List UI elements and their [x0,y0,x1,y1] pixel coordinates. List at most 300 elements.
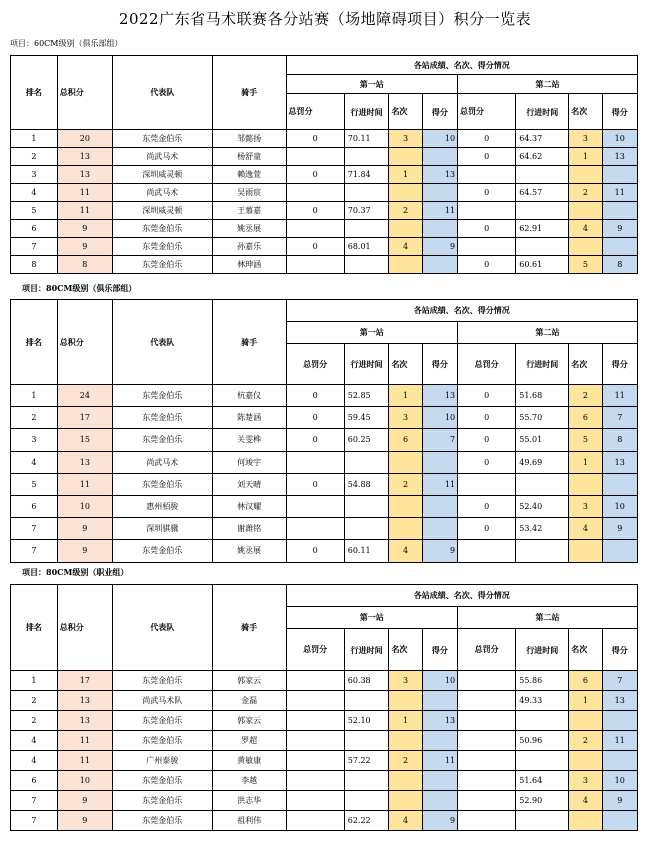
cell-s1-place [389,451,422,473]
cell-rank: 6 [11,220,58,238]
cell-rider: 郭家云 [212,711,286,731]
cell-s1-time: 54.88 [344,473,389,495]
header-place: 名次 [389,629,422,671]
cell-s2-place: 2 [569,731,602,751]
table-row [11,407,638,429]
cell-team: 东莞金伯乐 [112,711,212,731]
header-time: 行进时间 [344,94,389,130]
cell-s2-time: 60.61 [516,256,569,274]
cell-rider: 谢潍铭 [212,518,286,540]
cell-s1-time [344,256,389,274]
cell-team: 东莞金伯乐 [112,385,212,407]
cell-s2-place [569,238,602,256]
cell-s1-penalty: 0 [286,202,344,220]
cell-total: 10 [57,771,112,791]
cell-s1-place: 2 [389,751,422,771]
header-score: 得分 [422,344,457,385]
cell-rank: 4 [11,451,58,473]
cell-s2-place: 3 [569,495,602,517]
cell-s1-penalty [286,184,344,202]
cell-s1-place [389,691,422,711]
cell-s2-score: 8 [602,256,637,274]
cell-s1-place: 2 [389,202,422,220]
cell-total: 20 [57,130,112,148]
cell-s1-time: 70.11 [344,130,389,148]
cell-rider: 李越 [212,771,286,791]
cell-s2-time [516,166,569,184]
table-row [11,791,638,811]
header-time: 行进时间 [516,629,569,671]
cell-s2-penalty [458,671,516,691]
header-total: 总积分 [57,585,112,671]
header-stage2: 第二站 [458,75,638,94]
cell-rank: 7 [11,238,58,256]
cell-team: 深圳威灵顿 [112,166,212,184]
cell-rider: 姚丞展 [212,540,286,562]
cell-s1-penalty [286,518,344,540]
cell-s2-time [516,238,569,256]
header-penalty: 总罚分 [286,629,344,671]
cell-rider: 孙嘉乐 [212,238,286,256]
cell-team: 东莞金伯乐 [112,671,212,691]
cell-rider: 刘天晴 [212,473,286,495]
cell-s2-score [602,473,637,495]
header-penalty: 总罚分 [286,344,344,385]
cell-s2-time: 64.62 [516,148,569,166]
cell-s1-penalty: 0 [286,540,344,562]
cell-s1-score: 7 [422,429,457,451]
cell-team: 东莞金伯乐 [112,731,212,751]
cell-team: 东莞金伯乐 [112,407,212,429]
cell-rider: 赖逸萱 [212,166,286,184]
cell-rank: 4 [11,751,58,771]
cell-s2-time [516,751,569,771]
cell-s1-time [344,220,389,238]
cell-s2-time: 51.64 [516,771,569,791]
cell-s1-penalty [286,791,344,811]
cell-s1-place: 1 [389,166,422,184]
cell-s2-penalty: 0 [458,407,516,429]
cell-s1-penalty: 0 [286,385,344,407]
cell-s2-score: 8 [602,429,637,451]
cell-rider: 王慕嘉 [212,202,286,220]
cell-s2-score: 11 [602,731,637,751]
cell-s2-penalty [458,731,516,751]
table-row [11,184,638,202]
cell-total: 13 [57,711,112,731]
header-time: 行进时间 [516,94,569,130]
cell-team: 东莞金伯乐 [112,791,212,811]
header-penalty: 总罚分 [458,629,516,671]
cell-s2-place [569,473,602,495]
cell-s2-time [516,202,569,220]
cell-s1-time [344,771,389,791]
results-table [10,299,638,563]
cell-total: 15 [57,429,112,451]
cell-s1-place: 3 [389,407,422,429]
header-total: 总积分 [57,56,112,130]
cell-s1-time: 68.01 [344,238,389,256]
cell-rider: 陈楚涵 [212,407,286,429]
cell-s2-penalty [458,202,516,220]
cell-total: 9 [57,540,112,562]
cell-s2-place [569,751,602,771]
cell-s2-score [602,166,637,184]
cell-s1-time [344,518,389,540]
cell-rider: 关雯桦 [212,429,286,451]
header-rider: 骑手 [212,56,286,130]
cell-rank: 6 [11,771,58,791]
table-row [11,495,638,517]
table-row [11,473,638,495]
header-penalty: 总罚分 [286,94,344,130]
cell-s1-penalty [286,148,344,166]
cell-s2-penalty: 0 [458,451,516,473]
cell-s1-penalty [286,451,344,473]
cell-s2-penalty: 0 [458,220,516,238]
cell-team: 东莞金伯乐 [112,473,212,495]
cell-total: 9 [57,811,112,831]
cell-rank: 4 [11,184,58,202]
cell-s2-time: 52.90 [516,791,569,811]
table-row [11,731,638,751]
cell-s2-place: 1 [569,148,602,166]
cell-s1-penalty [286,220,344,238]
cell-s2-place: 5 [569,256,602,274]
header-team: 代表队 [112,585,212,671]
cell-s1-score: 10 [422,407,457,429]
header-place: 名次 [389,94,422,130]
cell-rider: 金磊 [212,691,286,711]
header-summary: 各站成绩、名次、得分情况 [286,300,637,322]
results-table [10,584,638,831]
cell-s1-time: 52.10 [344,711,389,731]
cell-s1-time: 60.38 [344,671,389,691]
table-row [11,711,638,731]
cell-s1-place [389,495,422,517]
cell-s1-place [389,184,422,202]
cell-rank: 8 [11,256,58,274]
cell-rider: 何竣宇 [212,451,286,473]
cell-total: 11 [57,473,112,495]
header-place: 名次 [569,344,602,385]
table-row [11,385,638,407]
cell-s2-penalty [458,791,516,811]
cell-s1-score: 13 [422,166,457,184]
header-rider: 骑手 [212,585,286,671]
cell-total: 17 [57,407,112,429]
cell-s2-penalty [458,711,516,731]
cell-team: 东莞金伯乐 [112,811,212,831]
header-time: 行进时间 [344,344,389,385]
cell-s1-score: 10 [422,671,457,691]
cell-s2-time: 49.69 [516,451,569,473]
cell-s2-place: 4 [569,220,602,238]
cell-s1-place [389,771,422,791]
cell-rank: 6 [11,495,58,517]
cell-s1-penalty [286,711,344,731]
header-total: 总积分 [57,300,112,385]
cell-total: 13 [57,166,112,184]
cell-s1-penalty [286,256,344,274]
table-row [11,751,638,771]
cell-s1-place: 6 [389,429,422,451]
cell-rider: 杨舒童 [212,148,286,166]
section-label: 项目：80CM级别（职业组） [22,567,129,577]
cell-s1-score: 9 [422,811,457,831]
cell-team: 东莞金伯乐 [112,130,212,148]
cell-rank: 4 [11,731,58,751]
section-label: 项目：80CM级别（俱乐部组） [22,283,137,293]
cell-team: 东莞金伯乐 [112,540,212,562]
cell-s2-penalty: 0 [458,429,516,451]
cell-s1-time: 57.22 [344,751,389,771]
cell-team: 尚武马术 [112,184,212,202]
cell-s1-place: 4 [389,540,422,562]
cell-s1-place [389,791,422,811]
header-place: 名次 [389,344,422,385]
cell-s2-score [602,711,637,731]
cell-s1-place [389,220,422,238]
table-row [11,238,638,256]
cell-total: 13 [57,451,112,473]
cell-rank: 3 [11,429,58,451]
cell-s2-penalty: 0 [458,518,516,540]
cell-s2-place: 3 [569,130,602,148]
cell-s1-penalty: 0 [286,407,344,429]
cell-s2-place [569,711,602,731]
cell-s2-time [516,811,569,831]
cell-s2-score: 10 [602,495,637,517]
cell-team: 深圳骐骥 [112,518,212,540]
cell-s1-time [344,495,389,517]
table-row [11,166,638,184]
cell-rider: 姚丞展 [212,220,286,238]
cell-rank: 7 [11,791,58,811]
cell-s2-place [569,811,602,831]
cell-s1-score [422,451,457,473]
cell-s1-score [422,220,457,238]
cell-s2-score: 9 [602,220,637,238]
cell-s2-score [602,751,637,771]
cell-s1-place: 3 [389,130,422,148]
cell-s1-time: 59.45 [344,407,389,429]
cell-s1-time [344,184,389,202]
cell-team: 尚武马术 [112,148,212,166]
cell-rider: 林珅涵 [212,256,286,274]
cell-s1-time: 62.22 [344,811,389,831]
cell-s2-place: 4 [569,791,602,811]
cell-s1-place [389,518,422,540]
cell-s2-place: 6 [569,671,602,691]
cell-s1-place [389,731,422,751]
header-summary: 各站成绩、名次、得分情况 [286,56,637,75]
cell-team: 尚武马术队 [112,691,212,711]
cell-s2-penalty: 0 [458,385,516,407]
cell-rank: 5 [11,473,58,495]
cell-s1-penalty: 0 [286,473,344,495]
cell-s1-score: 9 [422,238,457,256]
cell-s2-place: 6 [569,407,602,429]
cell-s2-time: 52.40 [516,495,569,517]
cell-s1-penalty: 0 [286,429,344,451]
cell-s1-score: 11 [422,473,457,495]
cell-s2-score: 11 [602,184,637,202]
cell-s2-penalty: 0 [458,148,516,166]
cell-s1-penalty [286,731,344,751]
cell-total: 10 [57,495,112,517]
cell-s1-place [389,256,422,274]
header-stage2: 第二站 [458,607,638,629]
table-row [11,671,638,691]
cell-s1-penalty [286,751,344,771]
cell-s1-score: 11 [422,751,457,771]
cell-total: 11 [57,751,112,771]
header-score: 得分 [602,94,637,130]
header-stage1: 第一站 [286,607,458,629]
cell-s1-score [422,791,457,811]
cell-s1-place: 4 [389,238,422,256]
cell-s2-time: 64.37 [516,130,569,148]
cell-rider: 罗超 [212,731,286,751]
cell-s1-penalty: 0 [286,130,344,148]
cell-rank: 2 [11,711,58,731]
cell-s1-score: 10 [422,130,457,148]
cell-rank: 2 [11,148,58,166]
cell-s1-score [422,691,457,711]
cell-s1-penalty: 0 [286,166,344,184]
cell-s2-place [569,540,602,562]
cell-rank: 3 [11,166,58,184]
cell-total: 11 [57,731,112,751]
cell-rank: 5 [11,202,58,220]
cell-s2-time: 51.68 [516,385,569,407]
cell-team: 尚武马术 [112,451,212,473]
table-row [11,429,638,451]
cell-rider: 祖利伟 [212,811,286,831]
cell-s2-penalty: 0 [458,495,516,517]
cell-s1-penalty [286,691,344,711]
cell-rank: 2 [11,407,58,429]
header-time: 行进时间 [344,629,389,671]
header-place: 名次 [569,629,602,671]
table-row [11,256,638,274]
cell-s2-score: 10 [602,130,637,148]
table-row [11,691,638,711]
cell-team: 广州泰骏 [112,751,212,771]
cell-total: 11 [57,184,112,202]
cell-rank: 1 [11,671,58,691]
cell-s1-time [344,791,389,811]
cell-s2-time: 62.91 [516,220,569,238]
cell-rank: 1 [11,385,58,407]
cell-rank: 2 [11,691,58,711]
cell-s1-score [422,184,457,202]
cell-s1-time [344,691,389,711]
cell-s2-penalty: 0 [458,256,516,274]
cell-total: 9 [57,518,112,540]
cell-s1-place: 2 [389,473,422,495]
cell-team: 惠州栢骏 [112,495,212,517]
header-penalty: 总罚分 [458,94,516,130]
table-row [11,148,638,166]
cell-total: 9 [57,220,112,238]
cell-s2-place [569,166,602,184]
cell-team: 东莞金伯乐 [112,771,212,791]
cell-s2-score: 7 [602,407,637,429]
table-row [11,811,638,831]
cell-rank: 7 [11,811,58,831]
cell-s1-time: 71.84 [344,166,389,184]
cell-s2-penalty: 0 [458,130,516,148]
cell-rider: 邹懿扬 [212,130,286,148]
cell-s2-place: 1 [569,451,602,473]
table-row [11,202,638,220]
cell-s1-place: 4 [389,811,422,831]
cell-s1-place: 1 [389,385,422,407]
cell-team: 深圳威灵顿 [112,202,212,220]
cell-s1-score [422,771,457,791]
cell-s2-place: 3 [569,771,602,791]
cell-total: 8 [57,256,112,274]
cell-s1-score [422,495,457,517]
header-score: 得分 [422,94,457,130]
cell-s1-penalty [286,771,344,791]
cell-s1-score [422,731,457,751]
header-stage1: 第一站 [286,322,458,344]
header-rank: 排名 [11,585,58,671]
cell-s2-place: 5 [569,429,602,451]
cell-s2-time [516,473,569,495]
header-score: 得分 [602,344,637,385]
cell-s2-time: 55.01 [516,429,569,451]
cell-s2-penalty [458,691,516,711]
cell-s2-penalty [458,473,516,495]
cell-s2-penalty [458,540,516,562]
cell-s2-penalty: 0 [458,184,516,202]
cell-s2-score: 9 [602,791,637,811]
cell-s1-time [344,731,389,751]
cell-total: 13 [57,148,112,166]
cell-s2-penalty [458,771,516,791]
cell-s2-place: 2 [569,184,602,202]
cell-s1-place: 1 [389,711,422,731]
cell-s1-place: 3 [389,671,422,691]
cell-s2-score: 13 [602,691,637,711]
cell-total: 13 [57,691,112,711]
page-title: 2022广东省马术联赛各分站赛（场地障碍项目）积分一览表 [118,10,532,28]
cell-s2-penalty [458,751,516,771]
cell-s1-penalty [286,495,344,517]
cell-rider: 吴雨宸 [212,184,286,202]
cell-s2-time: 50.96 [516,731,569,751]
header-stage2: 第二站 [458,322,638,344]
section-label: 项目：60CM级别（俱乐部组） [10,39,123,48]
cell-s1-score [422,518,457,540]
cell-s2-score [602,238,637,256]
cell-rider: 杭嘉仪 [212,385,286,407]
header-summary: 各站成绩、名次、得分情况 [286,585,637,607]
cell-s2-time [516,540,569,562]
cell-s2-time: 64.57 [516,184,569,202]
cell-s2-time: 55.86 [516,671,569,691]
table-row [11,518,638,540]
table-row [11,130,638,148]
cell-total: 9 [57,238,112,256]
cell-s2-place: 4 [569,518,602,540]
cell-s1-score: 11 [422,202,457,220]
table-row [11,451,638,473]
